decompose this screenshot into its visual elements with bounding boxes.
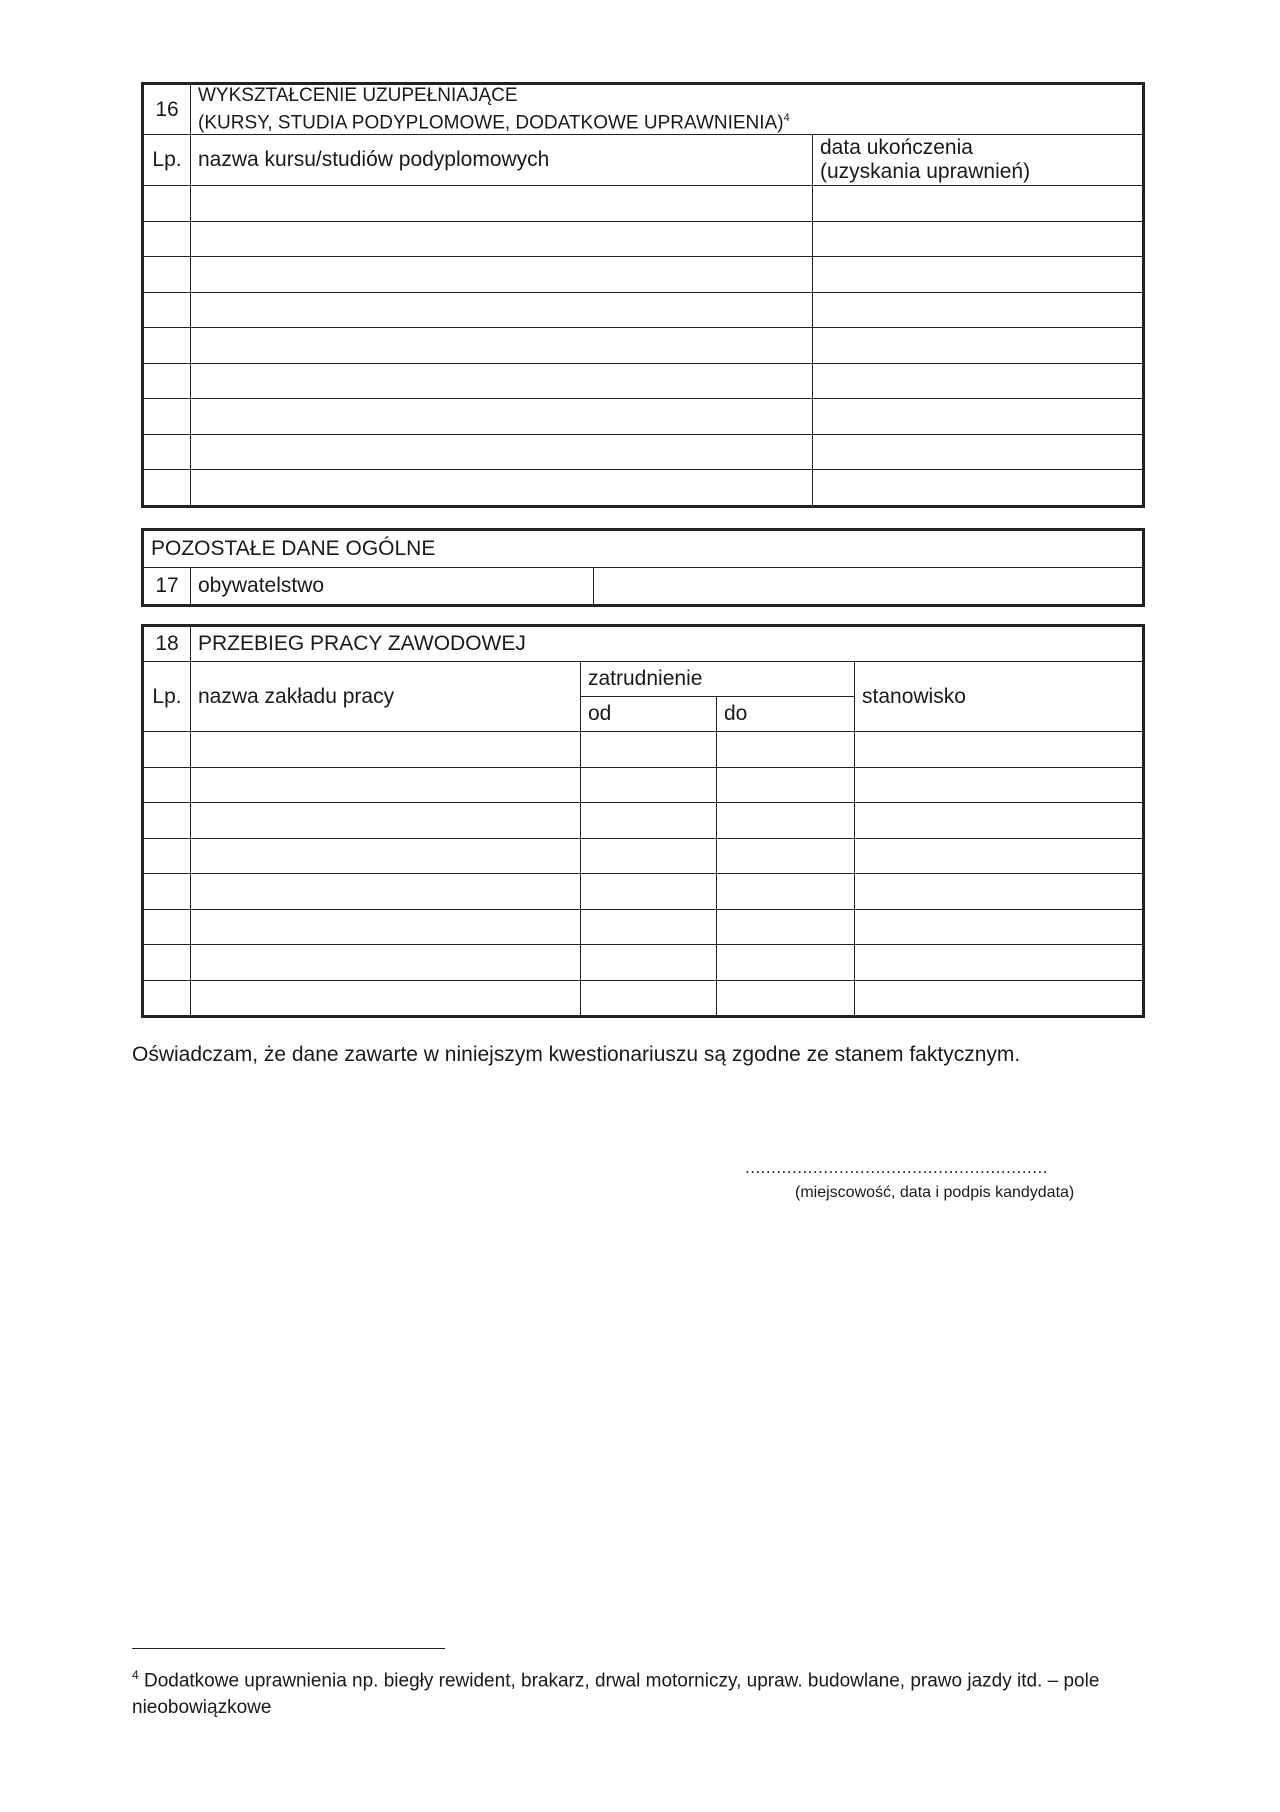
lp-cell[interactable] bbox=[144, 470, 191, 506]
completion-date-cell[interactable] bbox=[813, 292, 1143, 328]
col-completion-date-header bbox=[813, 135, 1143, 186]
to-cell[interactable] bbox=[717, 732, 855, 768]
course-name-cell[interactable] bbox=[191, 328, 813, 364]
table-row bbox=[144, 292, 1143, 328]
table-row bbox=[144, 767, 1143, 803]
from-cell[interactable] bbox=[581, 909, 717, 945]
completion-date-cell[interactable] bbox=[813, 257, 1143, 293]
position-cell[interactable] bbox=[855, 980, 1143, 1016]
lp-cell[interactable] bbox=[144, 803, 191, 839]
course-name-cell[interactable] bbox=[191, 221, 813, 257]
table-row bbox=[144, 838, 1143, 874]
lp-cell[interactable] bbox=[144, 257, 191, 293]
from-cell[interactable] bbox=[581, 767, 717, 803]
signature-caption: (miejscowość, data i podpis kandydata) bbox=[795, 1184, 1075, 1201]
employer-cell[interactable] bbox=[191, 767, 581, 803]
employer-cell[interactable] bbox=[191, 874, 581, 910]
table-row bbox=[144, 732, 1143, 768]
to-cell[interactable] bbox=[717, 980, 855, 1016]
section-16-header bbox=[144, 85, 1143, 135]
to-cell[interactable] bbox=[717, 803, 855, 839]
col-position-header: stanowisko bbox=[855, 662, 1143, 732]
section-18-number: 18 bbox=[144, 627, 191, 662]
table-row bbox=[144, 470, 1143, 506]
employer-cell[interactable] bbox=[191, 980, 581, 1016]
lp-cell[interactable] bbox=[144, 838, 191, 874]
lp-cell[interactable] bbox=[144, 732, 191, 768]
col-lp-header: Lp. bbox=[144, 135, 191, 186]
col-from-header: od bbox=[581, 697, 717, 732]
col-course-name-header: nazwa kursu/studiów podyplomowych bbox=[191, 135, 813, 186]
employer-cell[interactable] bbox=[191, 909, 581, 945]
lp-cell[interactable] bbox=[144, 221, 191, 257]
table-row bbox=[144, 434, 1143, 470]
employer-cell[interactable] bbox=[191, 945, 581, 981]
position-cell[interactable] bbox=[855, 838, 1143, 874]
lp-cell[interactable] bbox=[144, 767, 191, 803]
position-cell[interactable] bbox=[855, 803, 1143, 839]
from-cell[interactable] bbox=[581, 838, 717, 874]
section-18-column-headers bbox=[144, 662, 1143, 697]
lp-cell[interactable] bbox=[144, 434, 191, 470]
position-cell[interactable] bbox=[855, 767, 1143, 803]
from-cell[interactable] bbox=[581, 874, 717, 910]
footnote-reference: 4 bbox=[783, 112, 790, 124]
lp-cell[interactable] bbox=[144, 186, 191, 222]
course-name-cell[interactable] bbox=[191, 399, 813, 435]
completion-date-cell[interactable] bbox=[813, 186, 1143, 222]
lp-cell[interactable] bbox=[144, 399, 191, 435]
table-row bbox=[144, 399, 1143, 435]
position-cell[interactable] bbox=[855, 945, 1143, 981]
general-data-title: POZOSTAŁE DANE OGÓLNE bbox=[144, 531, 1143, 568]
to-cell[interactable] bbox=[717, 945, 855, 981]
work-history-table bbox=[143, 626, 1143, 1016]
section-16-column-headers bbox=[144, 135, 1143, 186]
table-row bbox=[144, 874, 1143, 910]
col-to-header: do bbox=[717, 697, 855, 732]
lp-cell[interactable] bbox=[144, 945, 191, 981]
declaration-statement: Oświadczam, że dane zawarte w niniejszym kwestionariuszu są zgodne ze stanem faktycznym. bbox=[132, 1043, 1021, 1066]
lp-cell[interactable] bbox=[144, 980, 191, 1016]
table-row bbox=[144, 186, 1143, 222]
position-cell[interactable] bbox=[855, 732, 1143, 768]
from-cell[interactable] bbox=[581, 980, 717, 1016]
lp-cell[interactable] bbox=[144, 909, 191, 945]
section-18-title: PRZEBIEG PRACY ZAWODOWEJ bbox=[191, 627, 1143, 662]
col-lp-header: Lp. bbox=[144, 662, 191, 732]
table-row bbox=[144, 328, 1143, 364]
course-name-cell[interactable] bbox=[191, 363, 813, 399]
citizenship-field[interactable] bbox=[594, 568, 1143, 605]
completion-date-cell[interactable] bbox=[813, 221, 1143, 257]
course-name-cell[interactable] bbox=[191, 257, 813, 293]
from-cell[interactable] bbox=[581, 803, 717, 839]
from-cell[interactable] bbox=[581, 732, 717, 768]
course-name-cell[interactable] bbox=[191, 186, 813, 222]
section-17-number: 17 bbox=[144, 568, 191, 605]
col-completion-date-line2: (uzyskania uprawnień) bbox=[820, 160, 1031, 184]
to-cell[interactable] bbox=[717, 767, 855, 803]
table-row bbox=[144, 980, 1143, 1016]
table-row bbox=[144, 803, 1143, 839]
completion-date-cell[interactable] bbox=[813, 363, 1143, 399]
col-employment-header: zatrudnienie bbox=[581, 662, 855, 697]
footnote bbox=[132, 1662, 1162, 1721]
completion-date-cell[interactable] bbox=[813, 328, 1143, 364]
course-name-cell[interactable] bbox=[191, 292, 813, 328]
course-name-cell[interactable] bbox=[191, 470, 813, 506]
section-16-title bbox=[191, 85, 1143, 135]
lp-cell[interactable] bbox=[144, 363, 191, 399]
general-data-table bbox=[143, 530, 1143, 605]
signature-line[interactable]: .......................................................... bbox=[745, 1158, 1048, 1177]
footnote-marker: 4 bbox=[132, 1668, 139, 1682]
general-data-header bbox=[144, 531, 1143, 568]
employer-cell[interactable] bbox=[191, 803, 581, 839]
table-row bbox=[144, 909, 1143, 945]
col-completion-date-line1: data ukończenia bbox=[820, 136, 973, 160]
from-cell[interactable] bbox=[581, 945, 717, 981]
to-cell[interactable] bbox=[717, 874, 855, 910]
footnote-divider bbox=[132, 1648, 445, 1649]
to-cell[interactable] bbox=[717, 909, 855, 945]
table-row bbox=[144, 221, 1143, 257]
citizenship-row bbox=[144, 568, 1143, 605]
lp-cell[interactable] bbox=[144, 874, 191, 910]
lp-cell[interactable] bbox=[144, 328, 191, 364]
completion-date-cell[interactable] bbox=[813, 399, 1143, 435]
completion-date-cell[interactable] bbox=[813, 434, 1143, 470]
completion-date-cell[interactable] bbox=[813, 470, 1143, 506]
employer-cell[interactable] bbox=[191, 732, 581, 768]
section-16-title-line2-wrap bbox=[198, 107, 1135, 134]
supplementary-education-table bbox=[143, 84, 1143, 506]
lp-cell[interactable] bbox=[144, 292, 191, 328]
position-cell[interactable] bbox=[855, 874, 1143, 910]
to-cell[interactable] bbox=[717, 838, 855, 874]
section-16-title-line1: WYKSZTAŁCENIE UZUPEŁNIAJĄCE bbox=[198, 85, 518, 106]
employer-cell[interactable] bbox=[191, 838, 581, 874]
section-16-number: 16 bbox=[144, 85, 191, 135]
section-16-title-line2: (KURSY, STUDIA PODYPLOMOWE, DODATKOWE UPRAWNIENIA) bbox=[198, 112, 784, 134]
citizenship-label: obywatelstwo bbox=[191, 568, 594, 605]
position-cell[interactable] bbox=[855, 909, 1143, 945]
course-name-cell[interactable] bbox=[191, 434, 813, 470]
section-18-header bbox=[144, 627, 1143, 662]
table-row bbox=[144, 257, 1143, 293]
col-employer-header: nazwa zakładu pracy bbox=[191, 662, 581, 732]
table-row bbox=[144, 945, 1143, 981]
table-row bbox=[144, 363, 1143, 399]
footnote-text: Dodatkowe uprawnienia np. biegły rewident, brakarz, drwal motorniczy, upraw. budowlane, prawo jazdy itd. – pole nieobowiązkowe bbox=[132, 1670, 1100, 1719]
